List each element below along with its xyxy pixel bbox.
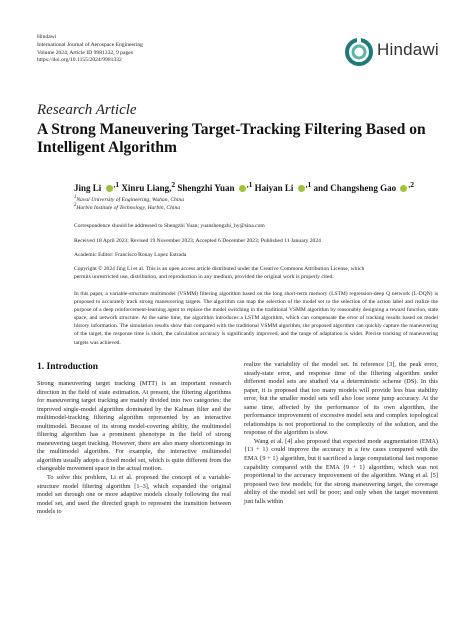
paragraph: Wang et al. [4] also proposed that expected mode augmentation (EMA) {13 + 1} could improve the accuracy in a few cases compared with the EMA {9 + 1} algorithm, but it sacrificed a large computational fast response capability compared with the EMA {9 + 1} algorithm, which was not proportional to the accuracy improvement of the algorithm. Wang et al. [5] proposed two few models; for the strong maneuvering target, the coverage ability of the model set will be poor; and only when the target movement just falls within — [244, 437, 438, 505]
orcid-icon[interactable] — [106, 185, 113, 192]
copyright-line-1: Copyright © 2024 Jing Li et al. This is an open access article distributed under the Creative Commons Attribution License, which — [74, 266, 365, 272]
author-affiliation-mark: ,2 — [408, 180, 414, 189]
author-name: and Changsheng Gao — [313, 183, 397, 193]
affiliation-number: 2 — [74, 203, 77, 208]
paragraph: To solve this problem, Li et al. proposed the concept of a variable-structure model filtering algorithm [1–3], which expanded the original model set through one or more adaptive models closely following the real model set, and used the directed graph to represent the transition between models to — [37, 474, 231, 516]
publication-dates: Received 18 April 2023; Revised 19 November 2023; Accepted 6 December 2023; Published 11 January 2024 — [74, 238, 321, 244]
orcid-icon[interactable] — [400, 185, 407, 192]
affiliation-number: 1 — [74, 195, 77, 200]
author-affiliation-mark: 2 — [171, 180, 176, 189]
hindawi-logo[interactable] — [345, 38, 437, 66]
hindawi-logo-icon — [345, 38, 373, 66]
paragraph: realize the variability of the model set. In reference [3], the peak error, steady-state error, and response time of the filtering algorithm under different model sets are studied via a deterministic scheme (DS). In this paper, it is proposed that too many models will provide less bias stability error, but the smaller model sets will also lose some jump accuracy. At the same time, affected by the performance of its own algorithm, the performance improvement of excessive model sets and complex topological relationships is not proportional to the complexity of the solution, and the response of the algorithm is slow. — [244, 361, 438, 437]
logo-text: Hindawi — [377, 40, 439, 59]
journal-volume: Volume 2024, Article ID 9981332, 9 pages — [37, 49, 133, 56]
affiliation-text: Naval University of Engineering, Wuhan, China — [76, 196, 184, 203]
journal-publisher: Hindawi — [37, 34, 57, 40]
author-name: Xinru Liang, — [121, 183, 172, 193]
author-name: Haiyan Li — [254, 183, 294, 193]
author-name: Jing Li — [74, 183, 102, 193]
section-title: 1. Introduction — [37, 362, 99, 372]
article-title: A Strong Maneuvering Target-Tracking Filtering Based on Intelligent Algorithm — [37, 121, 426, 156]
author-affiliation-mark: ,1 — [305, 180, 312, 189]
journal-doi[interactable]: https://doi.org/10.1155/2024/9981332 — [37, 57, 122, 64]
paragraph: Strong maneuvering target tracking (MTT) is an important research direction in the field of state estimation. At present, the filtering algorithms for maneuvering target tracking are mainly divided into two categories: the improved single-model algorithm dominated by the Kalman filter and the multimodel-tracking filtering algorithm represented by an interactive multimodel. Because of its strong model-covering ability, the multimodel filtering algorithm has a prominent phenotype in the field of strong maneuvering target tracking. However, there are also many shortcomings in the multimodel algorithm. For example, the interactive multimodel algorithm usually adopts a fixed model set, which is quite different from the changeable movement space in the actual motion. — [37, 380, 231, 473]
copyright-line-2: permits unrestricted use, distribution, and reproduction in any medium, provided the original work is properly cited. — [74, 274, 334, 280]
journal-info — [37, 34, 143, 65]
abstract: In this paper, a variable-structure multimodel (VSMM) filtering algorithm based on the long short-term memory (LSTM) regression-deep Q network (L-DQN) is proposed to accurately track strong maneuvering targets. The algorithm can map the selection of the model set to the selection of the action label and realize the purpose of a deep reinforcement-learning agent to replace the model switching in the traditional VSMM algorithm by reasonably designing a reward function, state space, and network structure. At the same time, the algorithm introduces a LSTM algorithm, which can compensate the error of tracking results based on model history information. The simulation results show that compared with the traditional VSMM algorithm, the proposed algorithm can quickly capture the maneuvering of the target, the response time is short, the calculation accuracy is significantly improved, and the range of adaptation is wider. Precise tracking of maneuvering targets was achieved. — [74, 291, 438, 346]
right-column — [244, 361, 438, 506]
academic-editor: Academic Editor: Francisco Ronay Lopez Estrada — [74, 252, 187, 258]
affiliation-text: Harbin Institute of Technology, Harbin, China — [76, 204, 181, 211]
orcid-icon[interactable] — [298, 185, 305, 192]
affiliation — [74, 202, 180, 212]
article-type: Research Article — [37, 102, 137, 118]
author-list — [74, 180, 414, 193]
author-name: Shengzhi Yuan — [177, 183, 235, 193]
journal-name: International Journal of Aerospace Engineering — [37, 41, 143, 48]
orcid-icon[interactable] — [239, 185, 246, 192]
author-affiliation-mark: ,1 — [113, 180, 120, 189]
author-affiliation-mark: ,1 — [246, 180, 253, 189]
left-column — [37, 380, 231, 517]
correspondence: Correspondence should be addressed to Shengzhi Yuan; yuanshengzhi_hy@sina.com — [74, 223, 265, 229]
